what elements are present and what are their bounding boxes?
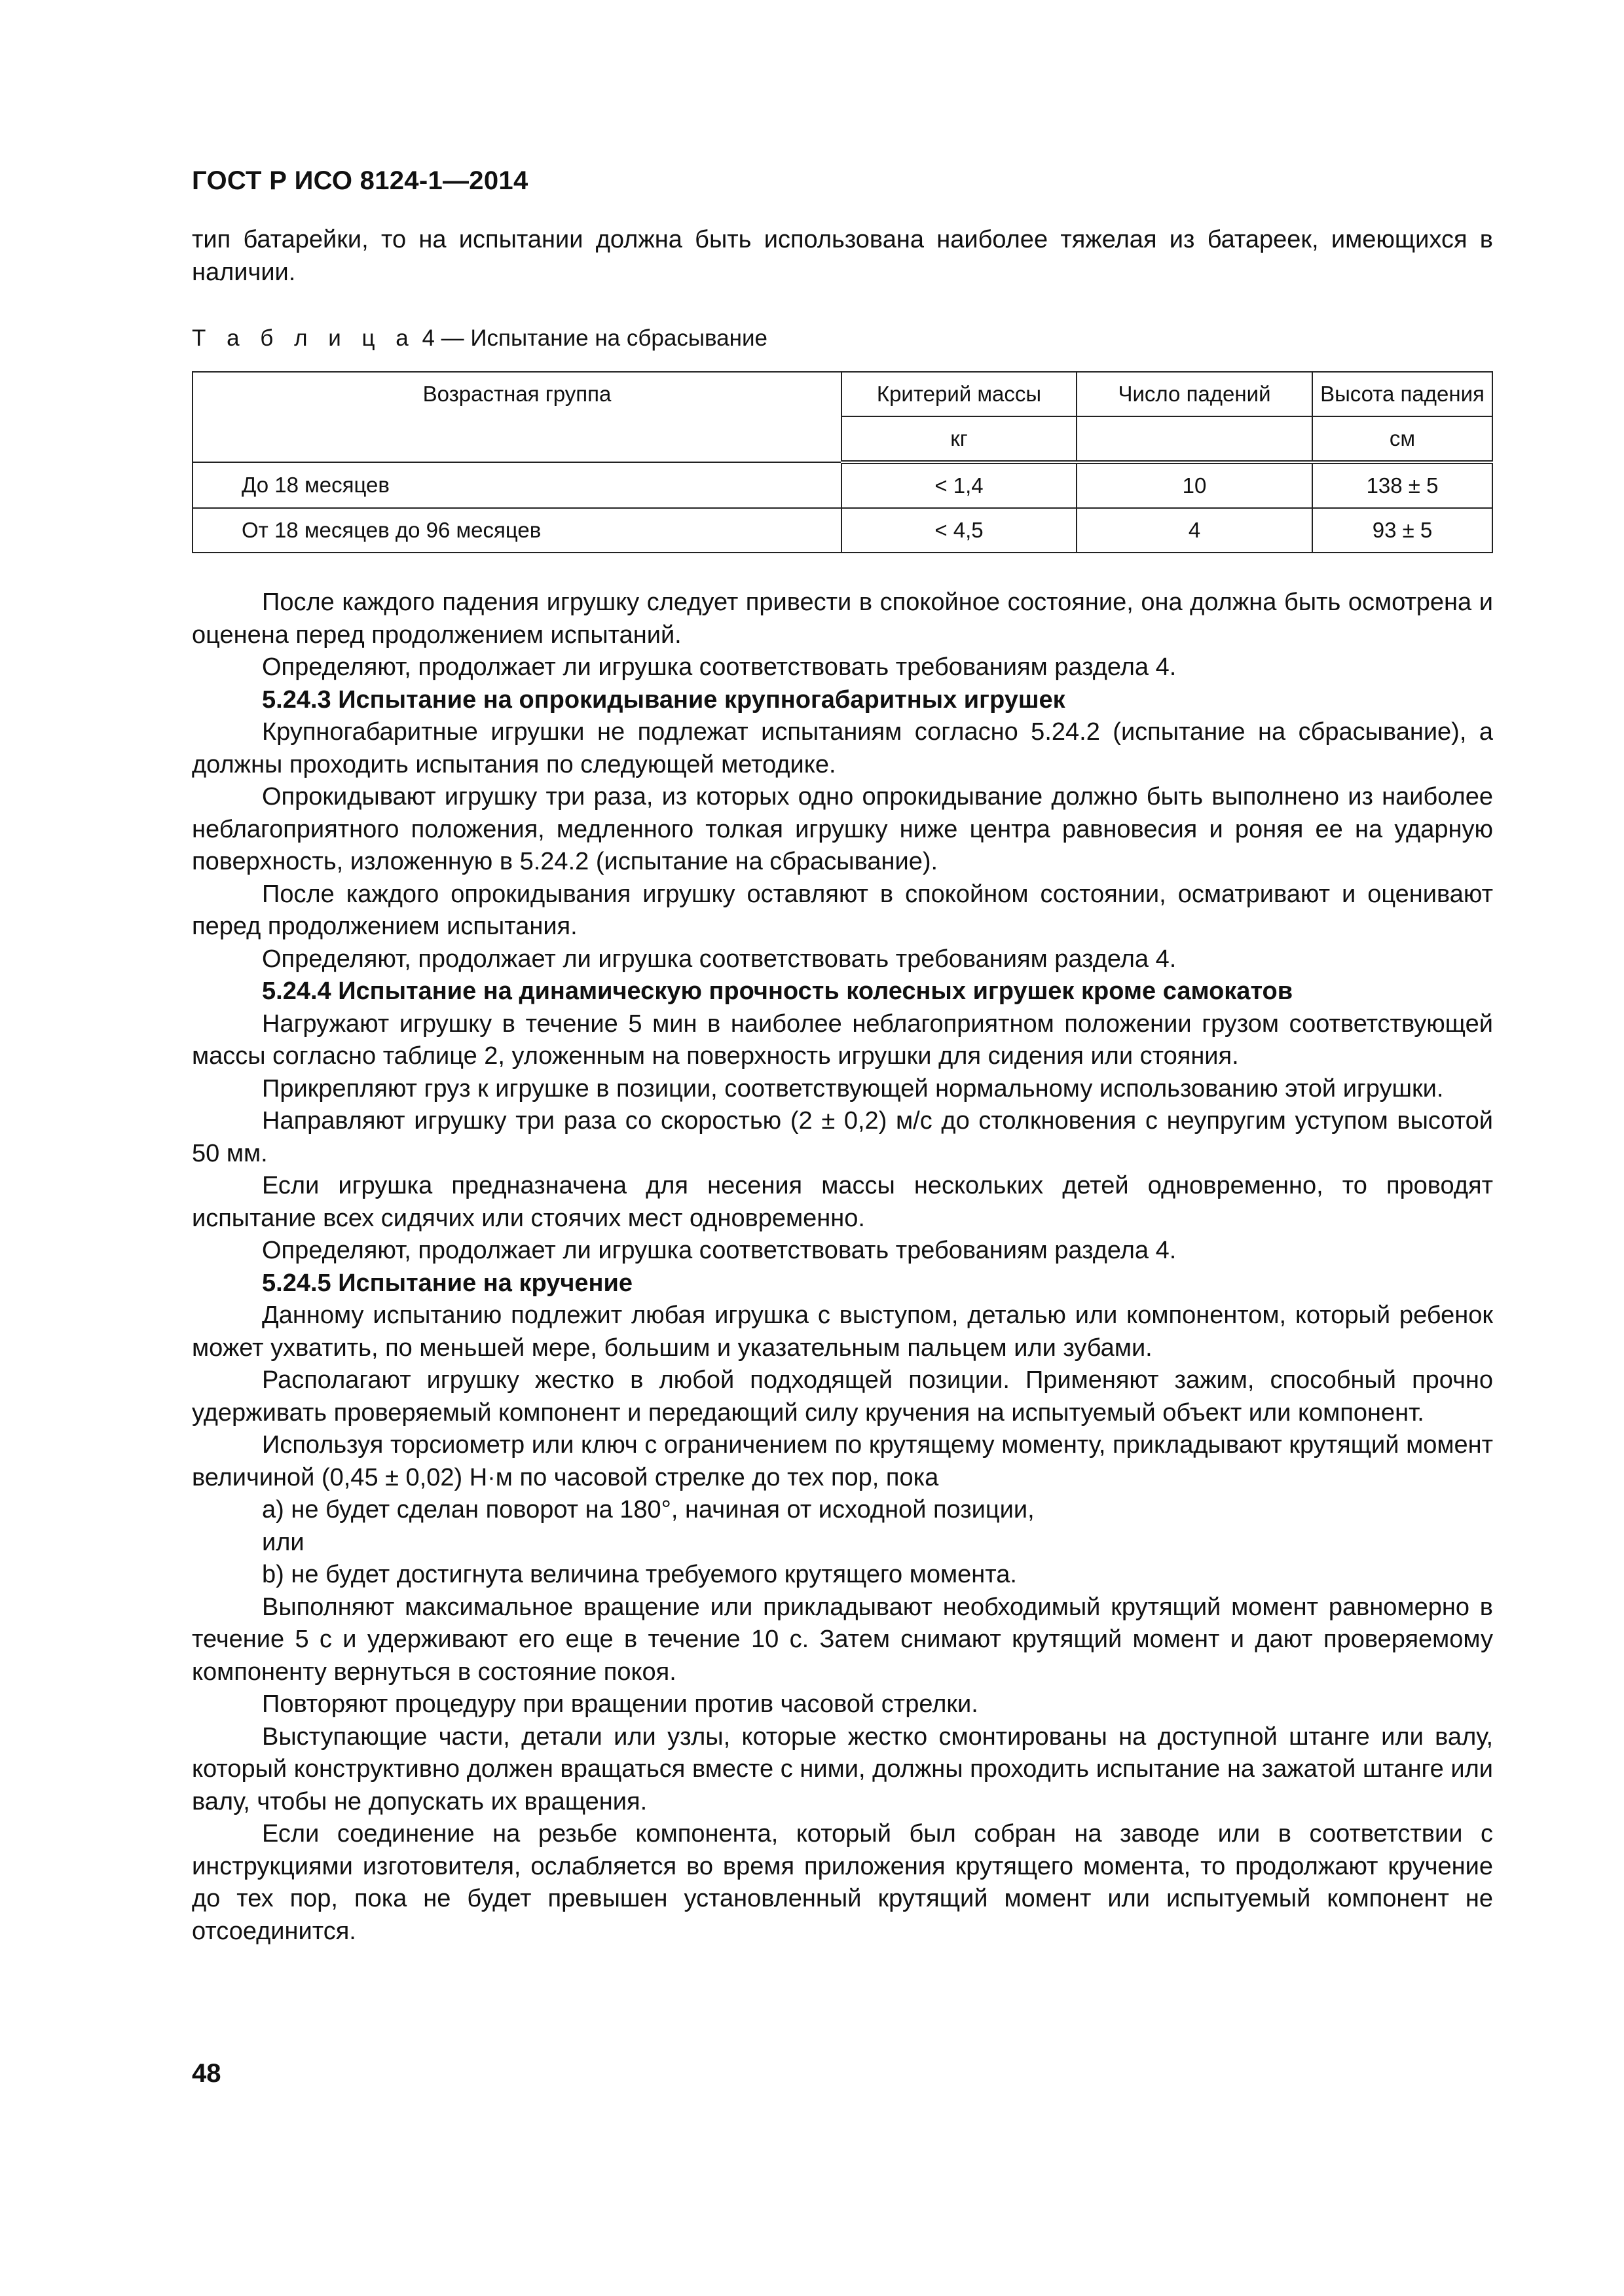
paragraph: Крупногабаритные игрушки не подлежат испытаниям согласно 5.24.2 (испытание на сбрасывание), а должны проходить испытания по следующей методике. [192, 718, 1493, 778]
paragraph: Определяют, продолжает ли игрушка соответствовать требованиям раздела 4. [262, 945, 1177, 973]
paragraph: Направляют игрушку три раза со скоростью (2 ± 0,2) м/с до столкновения с неупругим уступом высотой 50 мм. [192, 1107, 1493, 1167]
section-heading-5-24-4: 5.24.4 Испытание на динамическую прочность колесных игрушек кроме самокатов [262, 977, 1293, 1005]
table-cell-age: От 18 месяцев до 96 месяцев [193, 508, 841, 553]
unit-height: см [1312, 416, 1492, 462]
paragraph: Определяют, продолжает ли игрушка соответствовать требованиям раздела 4. [262, 653, 1177, 681]
table-cell-height: 93 ± 5 [1312, 508, 1492, 553]
paragraph: Выступающие части, детали или узлы, которые жестко смонтированы на доступной штанге или валу, который конструктивно должен вращаться вместе с ними, должны проходить испытание на зажатой штанге или валу, чтобы не допускать их вращения. [192, 1722, 1493, 1815]
table-cell-drops: 4 [1077, 508, 1312, 553]
table-row [193, 508, 1492, 553]
list-item: b) не будет достигнута величина требуемого крутящего момента. [262, 1561, 1017, 1588]
drop-test-table [192, 371, 1493, 553]
paragraph: Опрокидывают игрушку три раза, из которых одно опрокидывание должно быть выполнено из наиболее неблагоприятного положения, медленного толкая игрушку ниже центра равновесия и роняя ее на ударную поверхность, изложенную в 5.24.2 (испытание на сбрасывание). [192, 783, 1493, 875]
header-drop-height: Высота падения [1312, 372, 1492, 416]
paragraph: Располагают игрушку жестко в любой подходящей позиции. Применяют зажим, способный прочно удерживать проверяемый компонент и передающий силу кручения на испытуемый объект или компонент. [192, 1366, 1493, 1427]
list-connector: или [262, 1528, 304, 1556]
section-heading-5-24-5: 5.24.5 Испытание на кручение [262, 1269, 633, 1297]
header-drop-count: Число падений [1077, 372, 1312, 416]
table-cell-age: До 18 месяцев [193, 462, 841, 508]
table-caption-label: Т а б л и ц а [192, 325, 416, 351]
paragraph: Выполняют максимальное вращение или прикладывают необходимый крутящий момент равномерно в течение 5 с и удерживают его еще в течение 10 с. Затем снимают крутящий момент и дают проверяемому компоненту вернуться в состояние покоя. [192, 1593, 1493, 1686]
header-mass-criterion: Критерий массы [841, 372, 1077, 416]
unit-mass: кг [841, 416, 1077, 462]
paragraph: После каждого опрокидывания игрушку оставляют в спокойном состоянии, осматривают и оценивают перед продолжением испытания. [192, 880, 1493, 940]
unit-drops [1077, 416, 1312, 462]
section-heading-5-24-3: 5.24.3 Испытание на опрокидывание крупногабаритных игрушек [262, 685, 1065, 714]
intro-paragraph: тип батарейки, то на испытании должна быть использована наиболее тяжелая из батареек, имеющихся в наличии. [192, 226, 1493, 286]
paragraph: Повторяют процедуру при вращении против часовой стрелки. [262, 1690, 978, 1718]
table-cell-height: 138 ± 5 [1312, 462, 1492, 508]
document-header: ГОСТ Р ИСО 8124-1—2014 [192, 166, 528, 195]
page-number: 48 [192, 2059, 221, 2088]
header-age-group: Возрастная группа [193, 372, 841, 462]
paragraph: Определяют, продолжает ли игрушка соответствовать требованиям раздела 4. [262, 1237, 1177, 1264]
paragraph: Данному испытанию подлежит любая игрушка с выступом, деталью или компонентом, который ребенок может ухватить, по меньшей мере, большим и указательным пальцем или зубами. [192, 1302, 1493, 1362]
table-caption-text: 4 — Испытание на сбрасывание [422, 325, 767, 351]
paragraph: После каждого падения игрушку следует привести в спокойное состояние, она должна быть осмотрена и оценена перед продолжением испытаний. [192, 589, 1493, 649]
table-header-row [193, 372, 1492, 416]
body-text [192, 587, 1493, 1948]
table-caption [192, 325, 767, 352]
table-cell-mass: < 4,5 [841, 508, 1077, 553]
table-cell-drops: 10 [1077, 462, 1312, 508]
table-cell-mass: < 1,4 [841, 462, 1077, 508]
paragraph: Если игрушка предназначена для несения массы нескольких детей одновременно, то проводят испытание всех сидячих или стоячих мест одновременно. [192, 1172, 1493, 1232]
paragraph: Если соединение на резьбе компонента, который был собран на заводе или в соответствии с инструкциями изготовителя, ослабляется во время приложения крутящего момента, то продолжают кручение до тех пор, пока не будет превышен установленный крутящий момент или испытуемый компонент не отсоединится. [192, 1820, 1493, 1945]
paragraph: Прикрепляют груз к игрушке в позиции, соответствующей нормальному использованию этой игрушки. [262, 1074, 1444, 1102]
paragraph: Используя торсиометр или ключ с ограничением по крутящему моменту, прикладывают крутящий момент величиной (0,45 ± 0,02) Н·м по часовой стрелке до тех пор, пока [192, 1431, 1493, 1491]
list-item: a) не будет сделан поворот на 180°, начиная от исходной позиции, [262, 1496, 1035, 1523]
paragraph: Нагружают игрушку в течение 5 мин в наиболее неблагоприятном положении грузом соответствующей массы согласно таблице 2, уложенным на поверхность игрушки для сидения или стояния. [192, 1010, 1493, 1070]
table-row [193, 462, 1492, 508]
